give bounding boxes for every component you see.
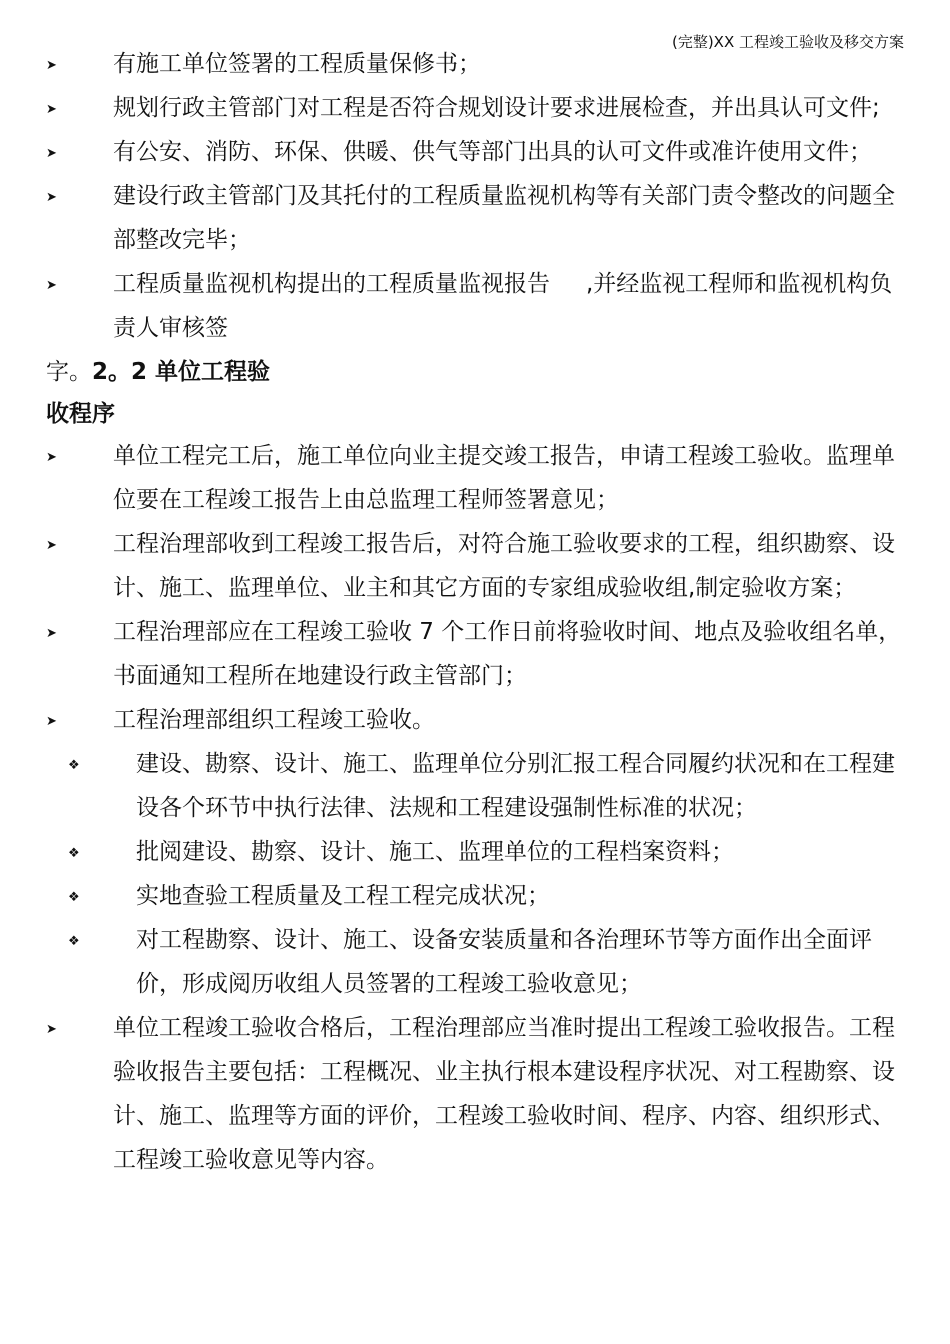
list-item-text: 单位工程完工后，施工单位向业主提交竣工报告，申请工程竣工验收。监理单位要在工程竣工报告上由总监理工程师签署意见；	[113, 443, 895, 513]
sub-list-item-text: 对工程勘察、设计、施工、设备安装质量和各治理环节等方面作出全面评价，形成阅历收组人员签署的工程竣工验收意见；	[136, 927, 872, 997]
list-item	[0, 86, 950, 130]
list-item-text: 有施工单位签署的工程质量保修书；	[113, 51, 481, 77]
arrowhead-bullet-icon: ➤	[46, 278, 57, 293]
list-item-text: 规划行政主管部门对工程是否符合规划设计要求进展检查，并出具认可文件;	[113, 95, 880, 121]
sub-list-item	[0, 830, 950, 874]
list-item-text: 工程质量监视机构提出的工程质量监视报告	[113, 271, 550, 297]
list-item	[0, 42, 950, 86]
arrowhead-bullet-icon: ➤	[46, 58, 57, 73]
list-item-text: 工程治理部组织工程竣工验收。	[113, 707, 435, 733]
list-item	[0, 522, 950, 610]
diamond-bullet-icon: ❖	[68, 934, 80, 949]
list-item-text: 工程治理部收到工程竣工报告后，对符合施工验收要求的工程，组织勘察、设计、施工、监理单位、业主和其它方面的专家组成验收组,制定验收方案；	[113, 531, 895, 601]
section-heading-line	[0, 350, 950, 394]
sub-list-item	[0, 742, 950, 830]
list-item-text: 工程治理部应在工程竣工验收 7 个工作日前将验收时间、地点及验收组名单，书面通知工程所在地建设行政主管部门；	[113, 619, 902, 689]
list-item-text: 单位工程竣工验收合格后，工程治理部应当准时提出工程竣工验收报告。工程验收报告主要包括：工程概况、业主执行根本建设程序状况、对工程勘察、设计、施工、监理等方面的评价，工程竣工验收时间、程序、内容、组织形式、工程竣工验收意见等内容。	[113, 1015, 895, 1173]
section-heading-number: 2。2 单位工程验	[92, 359, 271, 385]
sub-list-item-text: 批阅建设、勘察、设计、施工、监理单位的工程档案资料；	[136, 839, 734, 865]
arrowhead-bullet-icon: ➤	[46, 714, 57, 729]
list-item	[0, 130, 950, 174]
arrowhead-bullet-icon: ➤	[46, 146, 57, 161]
arrowhead-bullet-icon: ➤	[46, 538, 57, 553]
diamond-bullet-icon: ❖	[68, 846, 80, 861]
arrowhead-bullet-icon: ➤	[46, 626, 57, 641]
arrowhead-bullet-icon: ➤	[46, 190, 57, 205]
list-item	[0, 434, 950, 522]
list-item	[0, 262, 950, 350]
list-item-text: 建设行政主管部门及其托付的工程质量监视机构等有关部门责令整改的问题全部整改完毕；	[113, 183, 895, 253]
arrowhead-bullet-icon: ➤	[46, 450, 57, 465]
diamond-bullet-icon: ❖	[68, 890, 80, 905]
list-item	[0, 698, 950, 742]
arrowhead-bullet-icon: ➤	[46, 1022, 57, 1037]
arrowhead-bullet-icon: ➤	[46, 102, 57, 117]
list-item-text-continued: ,并经监视工程师和监视机构负责人审核签	[113, 271, 893, 341]
list-item	[0, 1006, 950, 1182]
sub-list-item	[0, 918, 950, 1006]
sub-list-item-text: 建设、勘察、设计、施工、监理单位分别汇报工程合同履约状况和在工程建设各个环节中执行法律、法规和工程建设强制性标准的状况；	[136, 751, 895, 821]
list-item-text: 有公安、消防、环保、供暖、供气等部门出具的认可文件或准许使用文件；	[113, 139, 872, 165]
list-item	[0, 174, 950, 262]
list-item-tail: 字。	[46, 359, 92, 385]
sub-list-item-text: 实地查验工程质量及工程工程完成状况；	[136, 883, 550, 909]
sub-list-item	[0, 874, 950, 918]
page-header: (完整)XX 工程竣工验收及移交方案	[671, 33, 904, 51]
section-heading-rest: 收程序	[46, 401, 115, 427]
diamond-bullet-icon: ❖	[68, 758, 80, 773]
document-body	[0, 42, 950, 1182]
list-item	[0, 610, 950, 698]
